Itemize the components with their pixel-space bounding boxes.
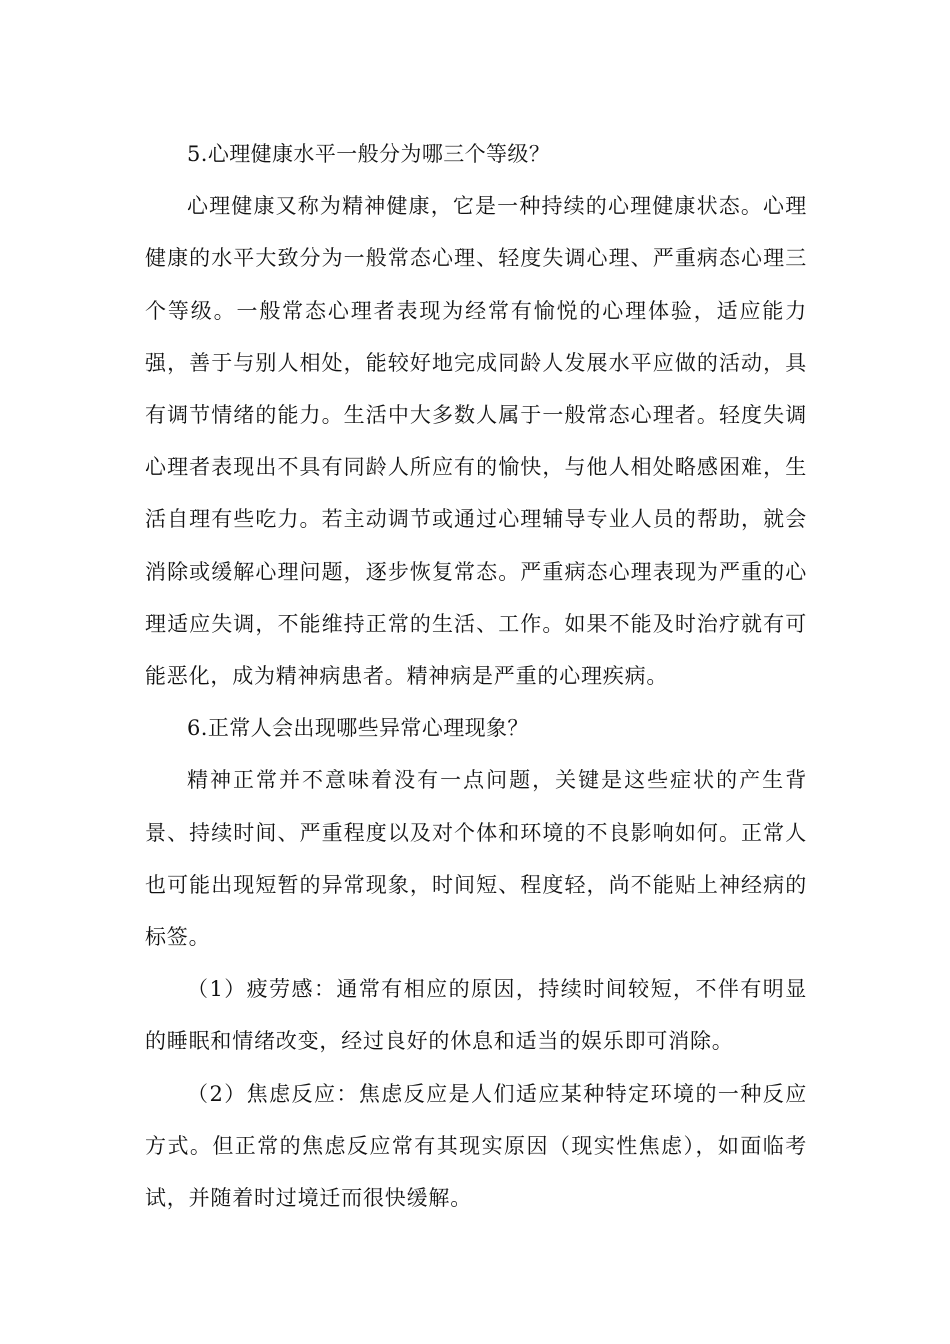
section-6-item-anxiety: （2）焦虑反应：焦虑反应是人们适应某种特定环境的一种反应方式。但正常的焦虑反应常有其现实原因（现实性焦虑），如面临考试，并随着时过境迁而很快缓解。 — [145, 1081, 807, 1211]
section-6-paragraph-intro: 精神正常并不意味着没有一点问题，关键是这些症状的产生背景、持续时间、严重程度以及对个体和环境的不良影响如何。正常人也可能出现短暂的异常现象，时间短、程度轻，尚不能贴上神经病的标签。 — [145, 768, 807, 950]
section-5-paragraph: 心理健康又称为精神健康，它是一种持续的心理健康状态。心理健康的水平大致分为一般常态心理、轻度失调心理、严重病态心理三个等级。一般常态心理者表现为经常有愉悦的心理体验，适应能力强，善于与别人相处，能较好地完成同龄人发展水平应做的活动，具有调节情绪的能力。生活中大多数人属于一般常态心理者。轻度失调心理者表现出不具有同龄人所应有的愉快，与他人相处略感困难，生活自理有些吃力。若主动调节或通过心理辅导专业人员的帮助，就会消除或缓解心理问题，逐步恢复常态。严重病态心理表现为严重的心理适应失调，不能维持正常的生活、工作。如果不能及时治疗就有可能恶化，成为精神病患者。精神病是严重的心理疾病。 — [145, 194, 807, 689]
document-body — [145, 128, 807, 1224]
section-6-heading: 6.正常人会出现哪些异常心理现象？ — [187, 716, 529, 741]
section-5-heading: 5.心理健康水平一般分为哪三个等级？ — [187, 142, 551, 166]
section-6-item-fatigue: （1）疲劳感：通常有相应的原因，持续时间较短，不伴有明显的睡眠和情绪改变，经过良好的休息和适当的娱乐即可消除。 — [145, 977, 807, 1054]
